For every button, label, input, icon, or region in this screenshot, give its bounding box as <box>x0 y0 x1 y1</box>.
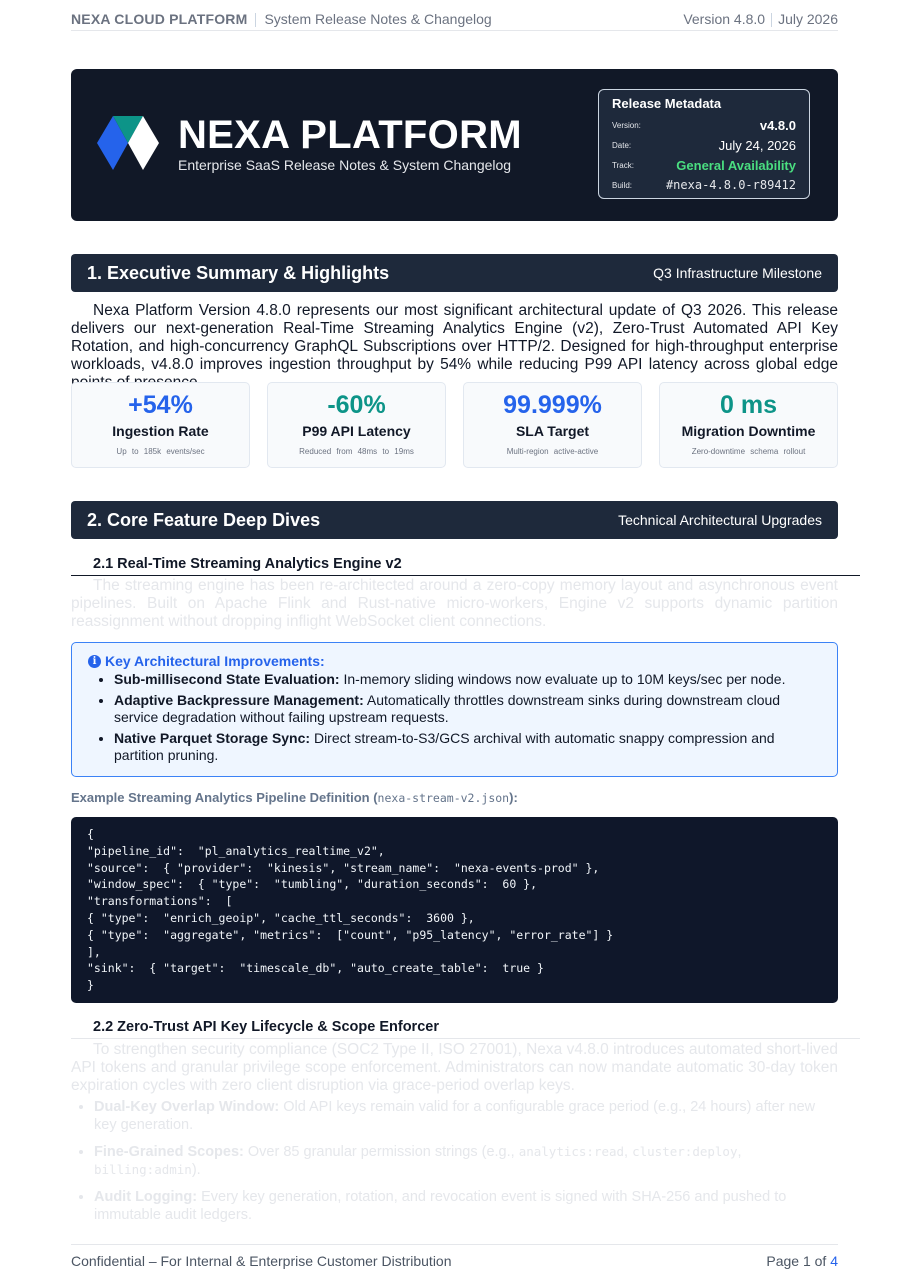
list-item <box>94 1098 838 1134</box>
hero-title: NEXA PLATFORM <box>178 113 522 157</box>
metadata-build: #nexa-4.8.0-r89412 <box>665 178 796 192</box>
item-bold: Native Parquet Storage Sync: <box>114 730 311 746</box>
item-text: Over 85 granular permission strings (e.g., <box>243 1144 519 1160</box>
metric-value: -60% <box>327 391 386 419</box>
executive-summary-text: Nexa Platform Version 4.8.0 represents our most significant architectural update of Q3 2026. This release delivers our next-generation Real-Time Streaming Analytics Engine (v2), Zero-Trust Automated API Key Rotation, and high-concurrency GraphQL Subscriptions over HTTP/2. Designed for high-throughput enterprise workloads, v4.8.0 improves ingestion throughput by 54% while reducing P99 API latency across global edge <box>71 302 838 373</box>
scope-code: analytics:read <box>518 1144 625 1159</box>
page-header <box>71 8 838 31</box>
metadata-key: Date: <box>612 140 632 150</box>
section-1-title: 1. Executive Summary & Highlights <box>87 262 390 283</box>
metadata-row-track <box>612 155 796 175</box>
scope-code: billing:admin <box>94 1162 192 1177</box>
metadata-key: Build: <box>612 180 633 190</box>
callout-heading: Key Architectural Improvements: <box>105 653 325 669</box>
header-brand: NEXA CLOUD PLATFORM <box>71 10 248 27</box>
item-bold: Fine-Grained Scopes: <box>94 1144 244 1160</box>
code-line: { "type": "aggregate", "metrics": ["count", "p95_latency", "error_rate"] } <box>87 927 614 942</box>
header-left <box>71 11 492 27</box>
scope-code: cluster:deploy <box>632 1144 738 1159</box>
callout-list <box>88 671 821 764</box>
section-1-header <box>71 254 838 292</box>
page-footer <box>71 1244 838 1269</box>
metric-note: Up to 185k events/sec <box>116 447 205 456</box>
list-item <box>114 692 821 726</box>
metrics-row <box>71 382 838 469</box>
header-version: Version 4.8.0 <box>683 10 766 27</box>
metric-value: 99.999% <box>503 391 602 419</box>
code-line: ], <box>87 944 101 959</box>
item-text: , <box>624 1144 633 1160</box>
code-line: } <box>87 978 94 993</box>
section-2-title: 2. Core Feature Deep Dives <box>87 509 321 530</box>
item-text: In-memory sliding windows now evaluate up to 10M keys/sec per node. <box>339 671 786 687</box>
list-item <box>114 671 821 688</box>
metadata-row-build <box>612 175 796 195</box>
metric-value: +54% <box>128 391 193 419</box>
hero-subtitle: Enterprise SaaS Release Notes & System Changelog <box>178 157 512 173</box>
code-line: { <box>87 827 94 841</box>
header-divider <box>771 13 772 27</box>
page-label: Page 1 of <box>766 1253 831 1269</box>
item-text: Old API keys remain valid for a configurable grace period (e.g., 24 hours) after new key generation. <box>94 1099 816 1133</box>
metric-label: P99 API Latency <box>302 423 411 439</box>
section-1-tag: Q3 Infrastructure Milestone <box>653 265 822 281</box>
item-bold: Dual-Key Overlap Window: <box>94 1099 280 1115</box>
security-features-list <box>71 1098 838 1233</box>
code-line: "transformations": [ <box>87 894 233 909</box>
nexa-logo-icon <box>97 116 159 171</box>
metadata-key: Track: <box>612 160 634 170</box>
code-line: { "type": "enrich_geoip", "cache_ttl_seconds": 3600 }, <box>87 910 475 925</box>
metadata-version: v4.8.0 <box>759 117 796 133</box>
metric-card <box>463 382 642 468</box>
metric-card <box>267 382 446 468</box>
metric-note: Reduced from 48ms to 19ms <box>299 447 414 456</box>
header-right <box>683 11 838 27</box>
item-bold: Audit Logging: <box>94 1189 198 1205</box>
list-item <box>94 1188 838 1224</box>
metric-note: Multi-region active-active <box>506 447 599 456</box>
metadata-key: Version: <box>612 120 641 130</box>
metric-card <box>659 382 838 468</box>
item-bold: Adaptive Backpressure Management: <box>114 692 364 708</box>
metadata-row-version <box>612 115 796 135</box>
code-line: "source": { "provider": "kinesis", "stream_name": "nexa-events-prod" }, <box>87 860 600 875</box>
section-2-header <box>71 501 838 539</box>
item-text: ). <box>191 1162 201 1178</box>
metric-note: Zero-downtime schema rollout <box>691 447 806 456</box>
metadata-heading: Release Metadata <box>612 96 722 111</box>
metric-value: 0 ms <box>720 391 777 419</box>
item-text: , <box>737 1144 742 1160</box>
info-icon: i <box>88 655 101 668</box>
list-item <box>114 730 821 764</box>
metric-card <box>71 382 250 468</box>
caption-text: Example Streaming Analytics Pipeline Definition ( <box>71 790 378 805</box>
subsection-2-1-title: 2.1 Real-Time Streaming Analytics Engine v2 <box>71 556 860 576</box>
header-divider <box>255 13 256 27</box>
metadata-date: July 24, 2026 <box>718 137 796 153</box>
item-text: Every key generation, rotation, and revocation event is signed with SHA-256 and pushed to immutable audit ledgers. <box>94 1189 787 1223</box>
item-bold: Sub-millisecond State Evaluation: <box>114 671 340 687</box>
code-line: "window_spec": { "type": "tumbling", "duration_seconds": 60 }, <box>87 877 538 892</box>
code-caption <box>71 790 838 805</box>
key-improvements-callout <box>71 642 838 777</box>
hero-banner <box>71 69 838 221</box>
metadata-track: General Availability <box>676 157 796 173</box>
metric-label: SLA Target <box>515 423 590 439</box>
list-item <box>94 1143 838 1179</box>
header-doc-title: System Release Notes & Changelog <box>264 10 492 27</box>
footer-confidential: Confidential – For Internal & Enterprise Customer Distribution <box>71 1253 452 1269</box>
section-2-tag: Technical Architectural Upgrades <box>618 512 822 528</box>
subsection-2-2-text: To strengthen security compliance (SOC2 Type II, ISO 27001), Nexa v4.8.0 introduces automated short-lived API tokens and granular privilege scope enforcement. Administrators can now mandate automatic 30-day token expiration cycles with zero client disruption via grace-period overlap keys. <box>71 1041 838 1094</box>
header-date: July 2026 <box>778 10 838 27</box>
item-text: Direct stream-to-S3/GCS archival with automatic snappy compression and partition pruning. <box>114 730 775 763</box>
subsection-2-2-title: 2.2 Zero-Trust API Key Lifecycle & Scope Enforcer <box>71 1019 860 1039</box>
code-line: "sink": { "target": "timescale_db", "auto_create_table": true } <box>87 961 544 976</box>
caption-text: ): <box>509 790 518 805</box>
code-block <box>71 817 838 1003</box>
caption-filename: nexa-stream-v2.json <box>377 791 510 805</box>
metric-label: Ingestion Rate <box>112 423 209 439</box>
release-metadata-box <box>598 89 810 199</box>
item-text: Automatically throttles downstream sinks during downstream cloud service degradation without failing upstream requests. <box>114 692 781 725</box>
metric-label: Migration Downtime <box>681 423 816 439</box>
code-line: "pipeline_id": "pl_analytics_realtime_v2", <box>87 843 385 858</box>
page-number <box>766 1253 838 1269</box>
metadata-row-date <box>612 135 796 155</box>
subsection-2-1-text: The streaming engine has been re-architected around a zero-copy memory layout and asynchronous event pipelines. Built on Apache Flink and Rust-native micro-workers, Engine v2 supports dynamic partition reassignment without dropping inflight WebSocket client connections. <box>71 577 838 630</box>
page-total-link[interactable]: 4 <box>830 1253 838 1269</box>
